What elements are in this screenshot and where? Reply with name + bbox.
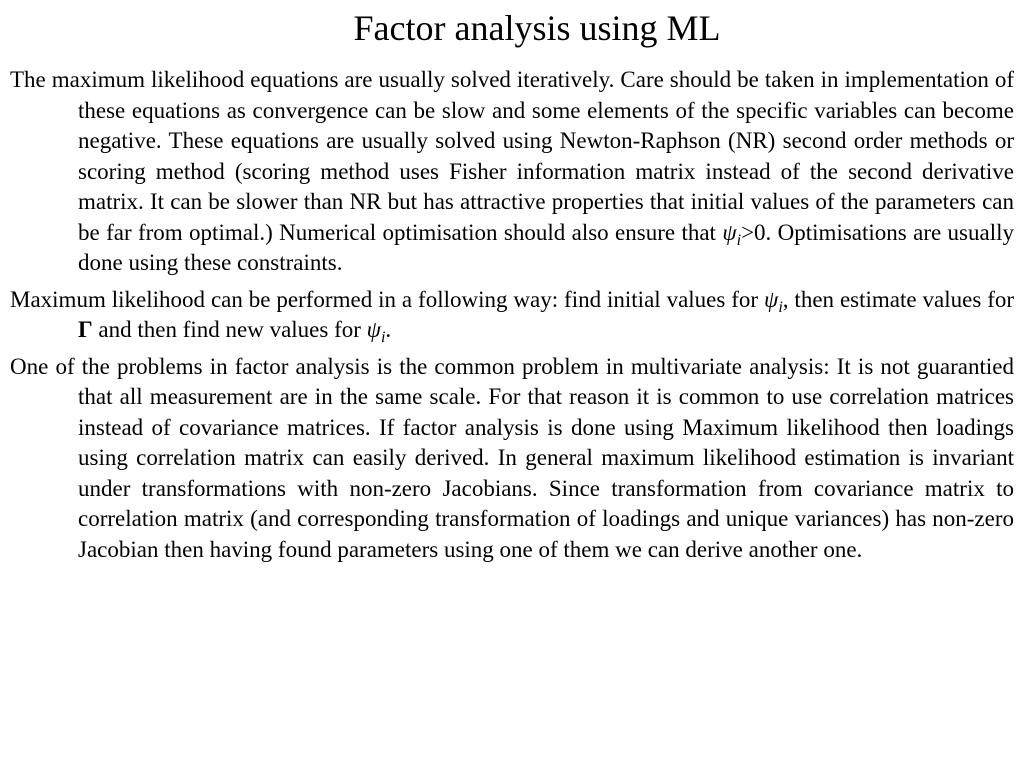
paragraph-text: . [385,317,392,342]
paragraph-text: The maximum likelihood equations are usually solved iteratively. Care should be taken in implementation of these equations as convergence can be slow and some elements of the specific variables can become negative. These equations are usually solved using Newton-Raphson (NR) second order methods or scoring method (scoring method uses Fisher information matrix instead of the second derivative matrix. It can be slower than NR but has attractive properties that initial values of the parameters can be far from optimal.) Numerical optimisation should also ensure that [10,67,1014,245]
paragraph-ml-procedure [10,285,1014,346]
paragraph-text: and then find new values for [92,317,367,342]
paragraph-iterative-solution [10,65,1014,279]
psi-symbol: ψ [764,286,779,312]
paragraph-text: , then estimate values for [782,286,1015,312]
gamma-symbol: Γ [78,317,93,342]
paragraph-scale-problem [10,352,1014,566]
slide-title: Factor analysis using ML [353,8,721,48]
psi-symbol: ψ [722,219,737,245]
paragraph-text: >0. Optimisations are usually done using these constraints. [78,219,1014,275]
slide-content [10,65,1014,571]
subscript-i: i [380,329,386,346]
psi-symbol: ψ [366,317,381,342]
paragraph-text: Maximum likelihood can be performed in a following way: find initial values for [10,286,765,312]
paragraph-text: One of the problems in factor analysis is the common problem in multivariate analysis: It is not guarantied that all measurement are in the same scale. For that reason it is common to use correlation matrices instead of covariance matrices. If factor analysis is done using Maximum likelihood then loadings using correlation matrix can easily derived. In general maximum likelihood estimation is invariant under transformations with non-zero Jacobians. Since transformation from covariance matrix to correlation matrix (and corresponding transformation of loadings and unique variances) has non-zero Jacobian then having found parameters using one of them we can derive another one. [10,353,1014,562]
subscript-i: i [736,231,742,249]
subscript-i: i [778,298,783,316]
